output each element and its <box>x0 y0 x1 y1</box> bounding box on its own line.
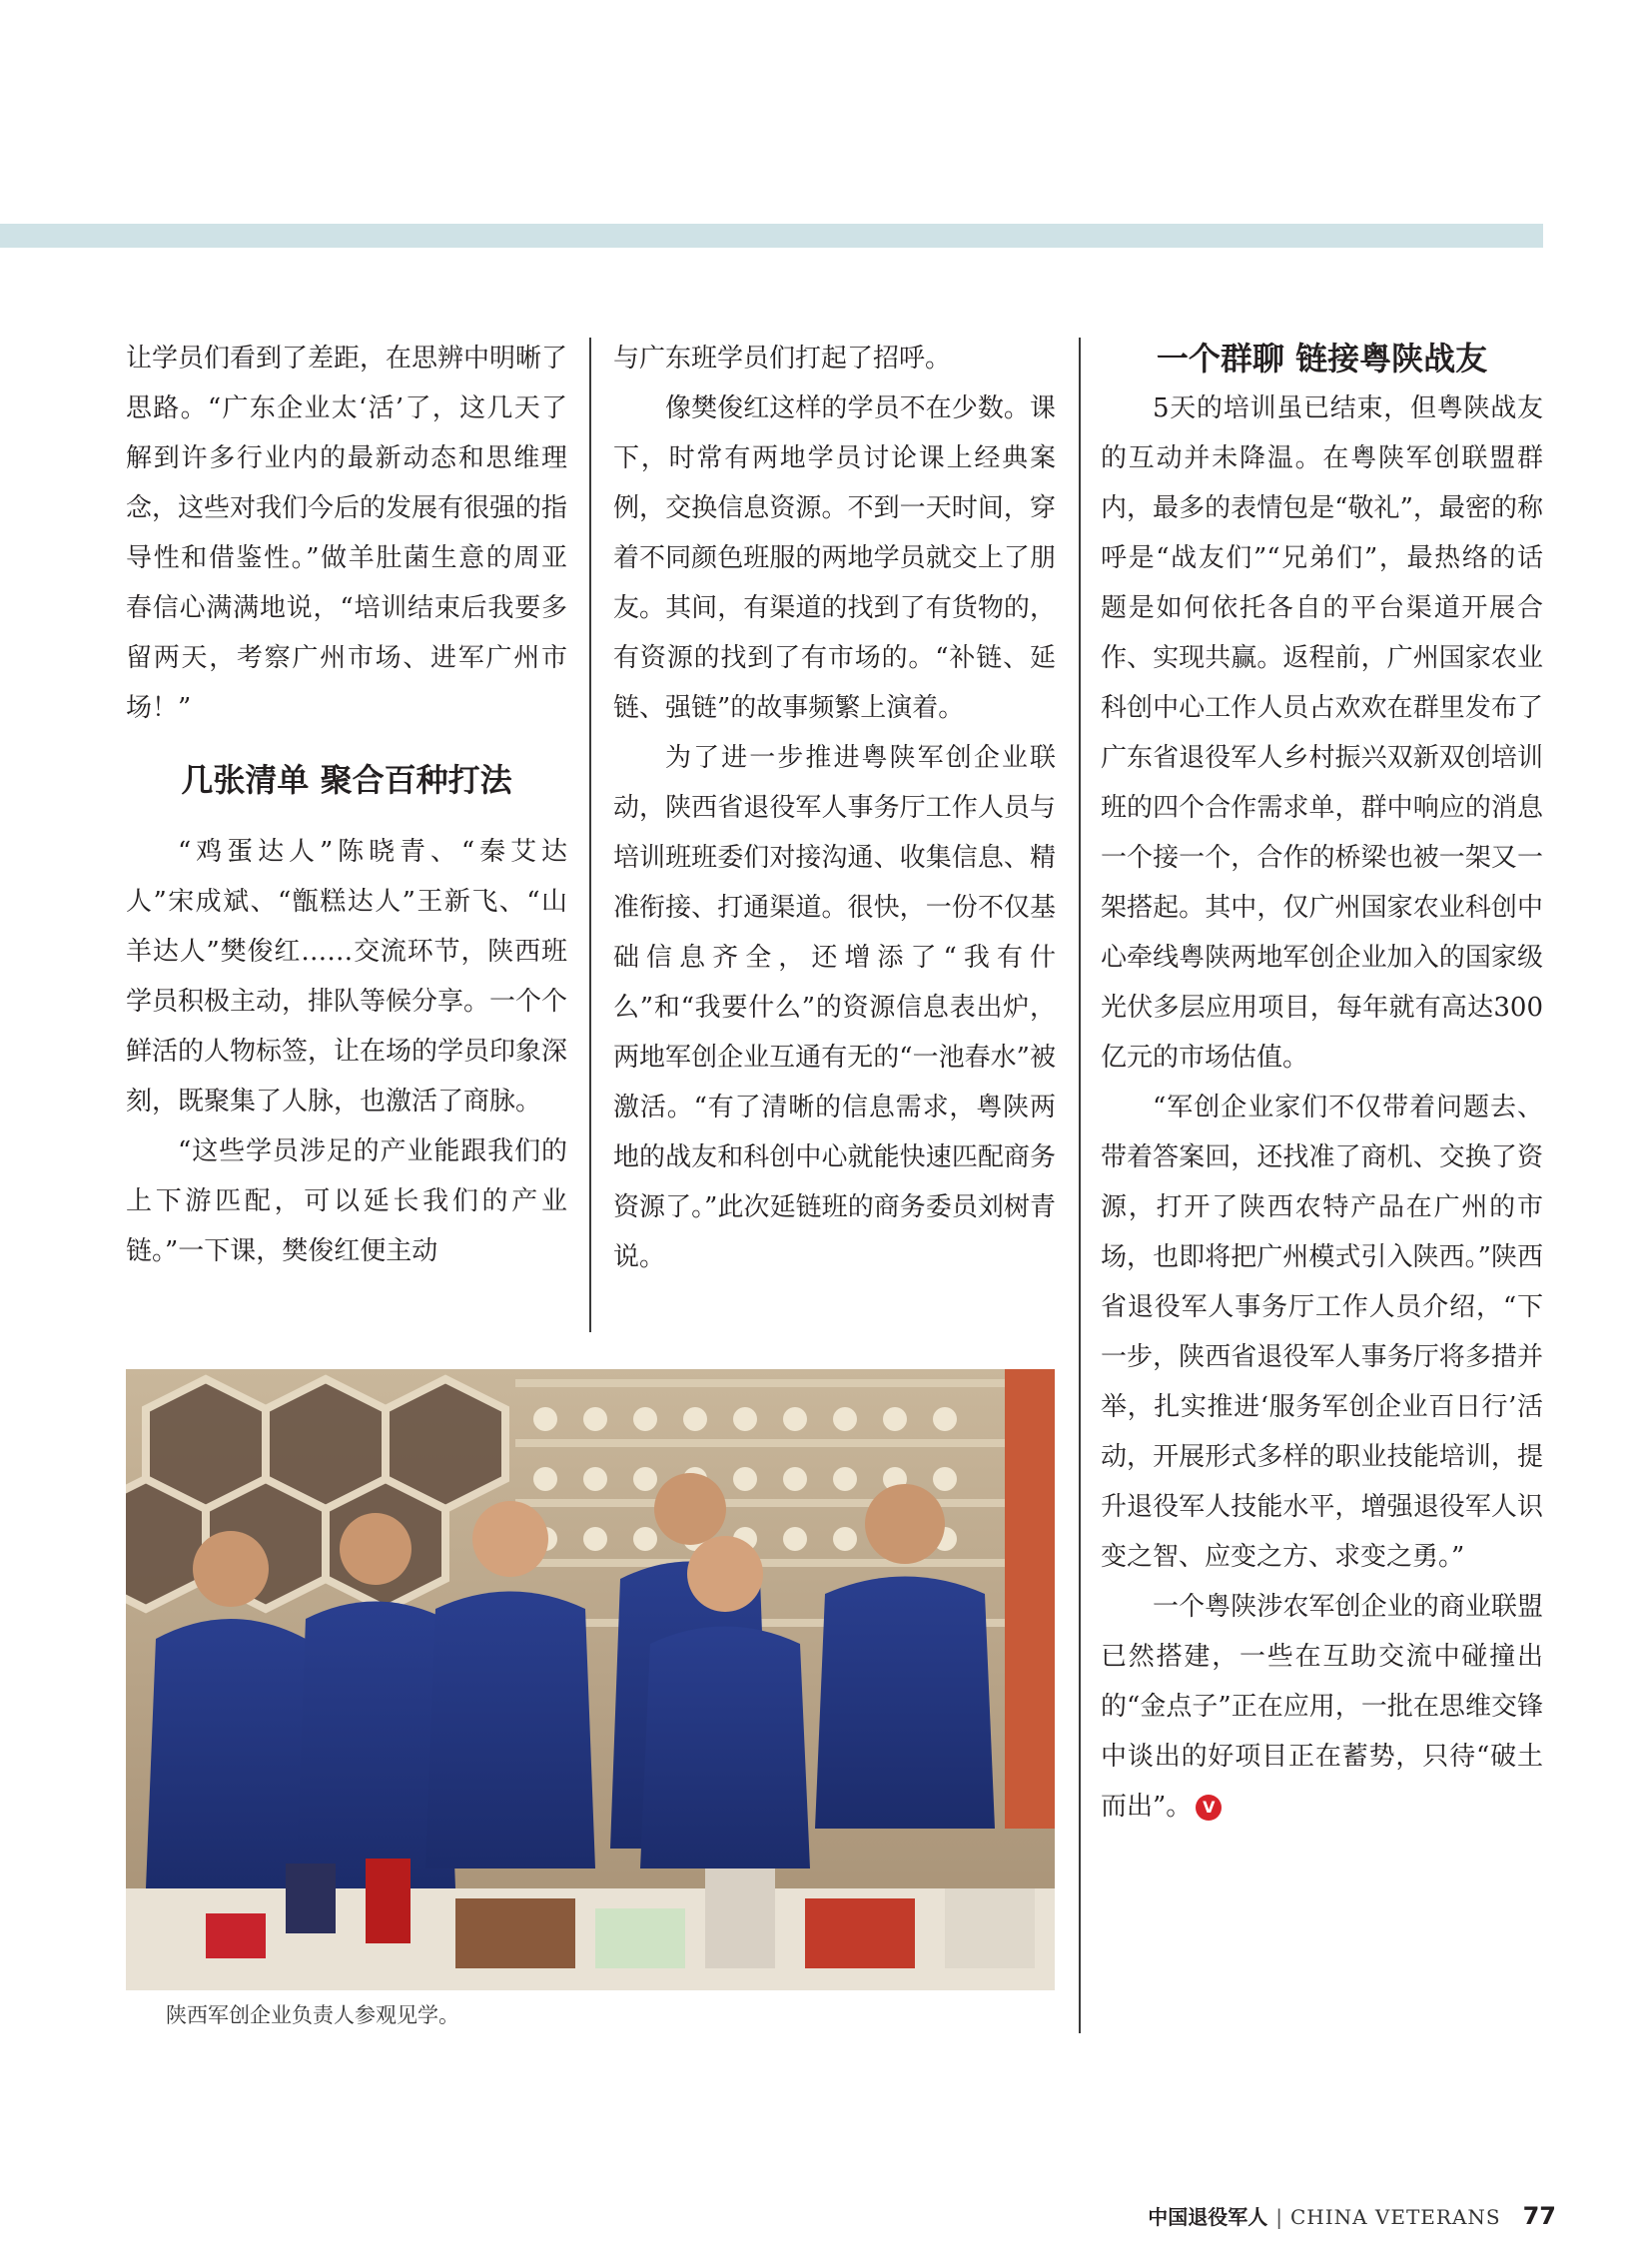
paragraph: 与广东班学员们打起了招呼。 <box>613 344 952 374</box>
paragraph: “鸡蛋达人”陈晓青、“秦艾达人”宋成斌、“甑糕达人”王新飞、“山羊达人”樊俊红……交流环节，陕西班学员积极主动，排队等候分享。一个个鲜活的人物标签，让在场的学员印象深刻，既聚集了人脉，也激活了商脉。 <box>126 837 568 1117</box>
footer-separator: | <box>1275 2205 1282 2229</box>
magazine-english-name: CHINA VETERANS <box>1289 2205 1501 2229</box>
paragraph <box>1101 1582 1543 1832</box>
page-number: 77 <box>1522 2202 1556 2230</box>
top-decorative-band <box>0 224 1543 248</box>
text-column-1 <box>126 334 567 1276</box>
section-heading: 一个群聊 链接粤陕战友 <box>1156 340 1488 377</box>
paragraph: 像樊俊红这样的学员不在少数。课下，时常有两地学员讨论课上经典案例，交换信息资源。不到一天时间，穿着不同颜色班服的两地学员就交上了朋友。其间，有渠道的找到了有货物的，有资源的找到了有市场的。“补链、延链、强链”的故事频繁上演着。 <box>613 393 1056 723</box>
paragraph-text: 一个粤陕涉农军创企业的商业联盟已然搭建，一些在互助交流中碰撞出的“金点子”正在应用，一批在思维交锋中谈出的好项目正在蓄势，只待“破土而出”。 <box>1101 1592 1543 1822</box>
column-divider <box>589 338 591 1332</box>
text-column-2 <box>613 334 1056 1282</box>
paragraph: 5天的培训虽已结束，但粤陕战友的互动并未降温。在粤陕军创联盟群内，最多的表情包是“敬礼”，最密的称呼是“战友们”“兄弟们”，最热络的话题是如何依托各自的平台渠道开展合作、实现共赢。返程前，广州国家农业科创中心工作人员占欢欢在群里发布了广东省退役军人乡村振兴双新双创培训班的四个合作需求单，群中响应的消息一个接一个，合作的桥梁也被一架又一架搭起。其中，仅广州国家农业科创中心牵线粤陕两地军创企业加入的国家级光伏多层应用项目，每年就有高达300亿元的市场估值。 <box>1101 393 1543 1073</box>
text-column-3 <box>1101 334 1543 1832</box>
paragraph: 让学员们看到了差距，在思辨中明晰了思路。“广东企业太‘活’了，这几天了解到许多行业内的最新动态和思维理念，这些对我们今后的发展有很强的指导性和借鉴性。”做羊肚菌生意的周亚春信心满满地说，“培训结束后我要多留两天，考察广州市场、进军广州市场！” <box>126 344 568 723</box>
page-footer <box>1148 2201 1556 2230</box>
paragraph: “军创企业家们不仅带着问题去、带着答案回，还找准了商机、交换了资源，打开了陕西农特产品在广州的市场，也即将把广州模式引入陕西。”陕西省退役军人事务厅工作人员介绍，“下一步，陕西省退役军人事务厅将多措并举，扎实推进‘服务军创企业百日行’活动，开展形式多样的职业技能培训，提升退役军人技能水平，增强退役军人识变之智、应变之方、求变之勇。” <box>1101 1093 1543 1572</box>
end-of-article-icon: V <box>1196 1795 1222 1821</box>
paragraph: “这些学员涉足的产业能跟我们的上下游匹配，可以延长我们的产业链。”一下课，樊俊红便主动 <box>126 1136 567 1266</box>
column-divider <box>1079 338 1081 2033</box>
section-heading: 几张清单 聚合百种打法 <box>181 761 512 799</box>
article-photo <box>126 1369 1055 1990</box>
magazine-name: 中国退役军人 <box>1148 2205 1268 2229</box>
paragraph: 为了进一步推进粤陕军创企业联动，陕西省退役军人事务厅工作人员与培训班班委们对接沟通、收集信息、精准衔接、打通渠道。很快，一份不仅基础信息齐全，还增添了“我有什么”和“我要什么”的资源信息表出炉，两地军创企业互通有无的“一池春水”被激活。“有了清晰的信息需求，粤陕两地的战友和科创中心就能快速匹配商务资源了。”此次延链班的商务委员刘树青说。 <box>613 743 1056 1272</box>
photo-caption: 陕西军创企业负责人参观见学。 <box>166 2003 459 2027</box>
